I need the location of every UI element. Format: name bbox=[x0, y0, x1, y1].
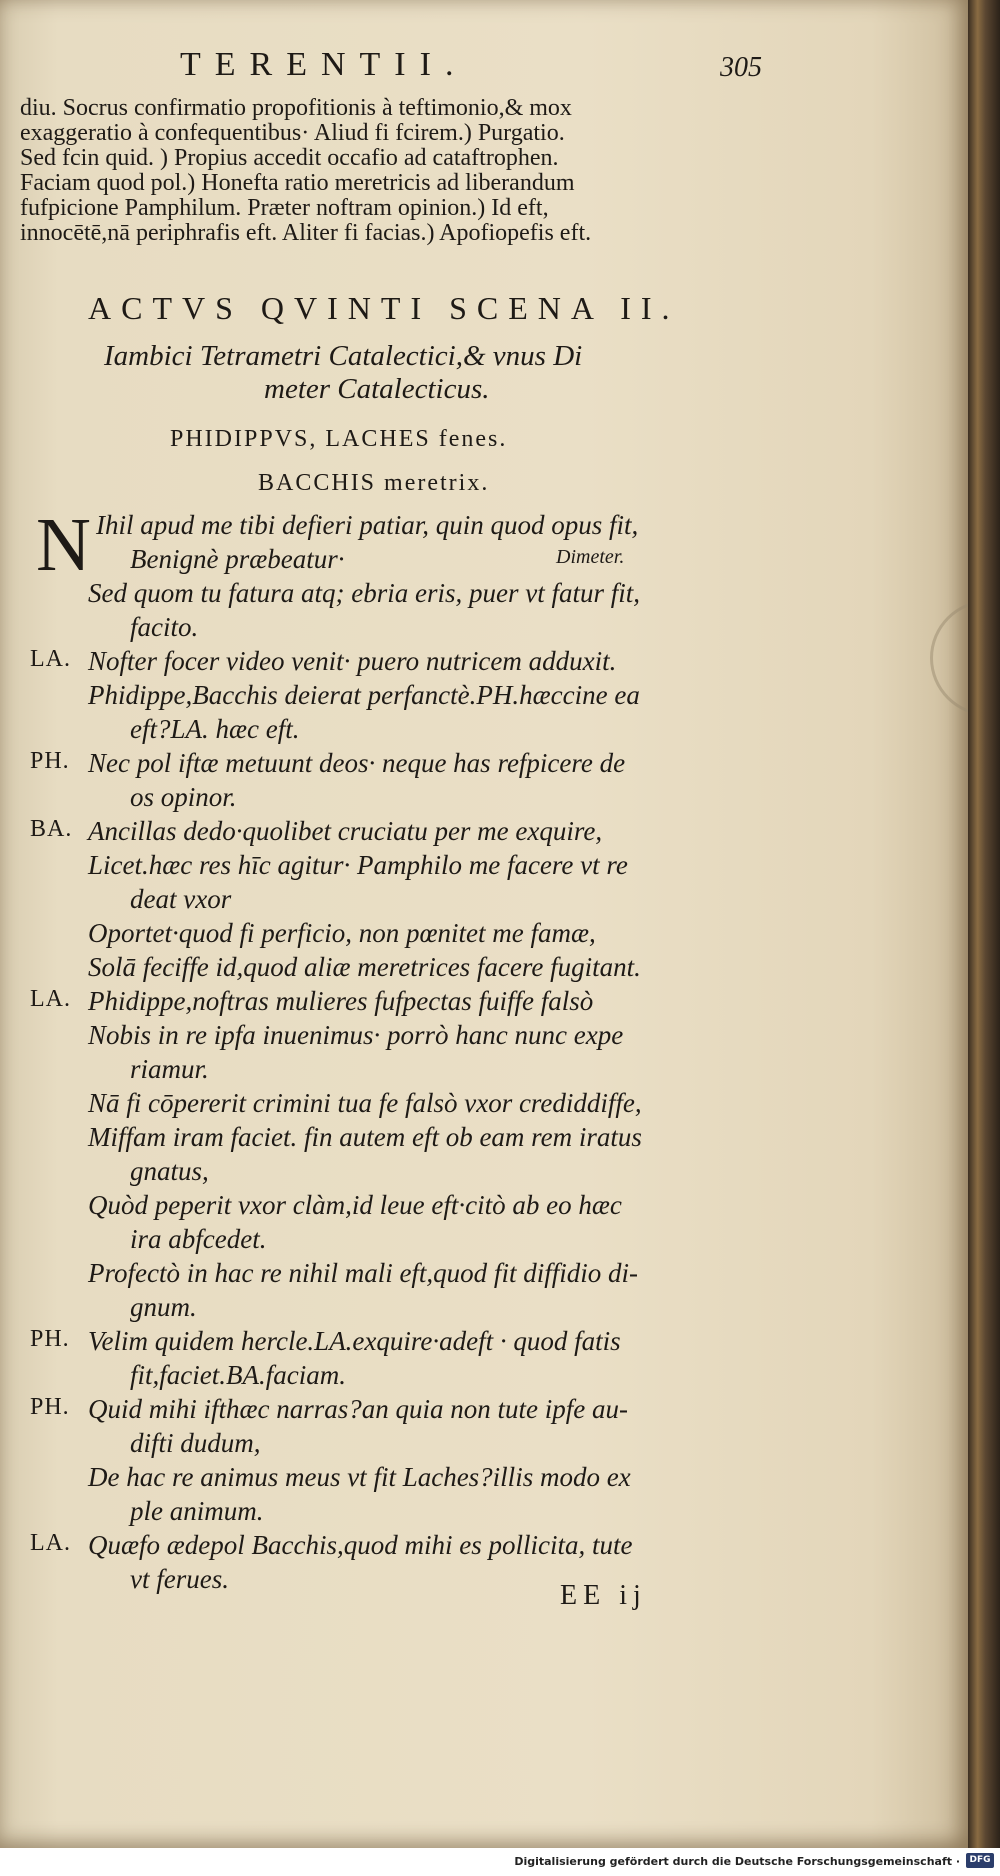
commentary-line: Sed fcin quid. ) Propius accedit occafio ad cataftrophen. bbox=[20, 146, 559, 171]
verse-line bbox=[0, 1020, 968, 1054]
verse-text: difti dudum, bbox=[130, 1428, 261, 1458]
commentary-line: innocētē,nā periphrafis eft. Aliter fi facias.) Apofiopefis eft. bbox=[20, 221, 592, 246]
verse-text: Solā feciffe id,quod aliæ meretrices facere fugitant. bbox=[88, 952, 641, 982]
verse-text: Sed quom tu fatura atq; ebria eris, puer vt fatur fit, bbox=[88, 578, 640, 608]
speaker-label: PH. bbox=[30, 1394, 70, 1420]
verse-line bbox=[0, 612, 968, 646]
verse-line bbox=[0, 1496, 968, 1530]
verse-line bbox=[0, 850, 968, 884]
verse-line bbox=[0, 646, 968, 680]
verse-text: os opinor. bbox=[130, 782, 237, 812]
verse-line bbox=[0, 1326, 968, 1360]
verse-line bbox=[0, 1394, 968, 1428]
verse-line bbox=[0, 680, 968, 714]
verse-line bbox=[0, 1530, 968, 1564]
verse-text: deat vxor bbox=[130, 884, 232, 914]
commentary-line: exaggeratio à confequentibus· Aliud fi fcirem.) Purgatio. bbox=[20, 121, 565, 146]
drop-capital: N bbox=[36, 503, 91, 587]
verse-text: gnum. bbox=[130, 1292, 197, 1322]
verse-text: Velim quidem hercle.LA.exquire·adeft · quod fatis bbox=[88, 1326, 621, 1356]
signature-mark: EE ij bbox=[560, 1580, 647, 1611]
verse-line bbox=[0, 1088, 968, 1122]
book-edge bbox=[968, 0, 1000, 1848]
verse-text: Ancillas dedo·quolibet cruciatu per me exquire, bbox=[88, 816, 603, 846]
verse-text: Quid mihi ifthæc narras?an quia non tute ipfe au- bbox=[88, 1394, 628, 1424]
commentary-line: diu. Socrus confirmatio propofitionis à teftimonio,& mox bbox=[20, 96, 572, 121]
verse-line bbox=[0, 1462, 968, 1496]
digitization-credit: Digitalisierung gefördert durch die Deutsche Forschungsgemeinschaft · bbox=[514, 1855, 960, 1868]
verse-text: Ihil apud me tibi defieri patiar, quin quod opus fit, bbox=[96, 510, 639, 540]
act-scene-heading: ACTVS QVINTI SCENA II. bbox=[88, 290, 680, 326]
speaker-label: LA. bbox=[30, 646, 71, 672]
verse-text: eft?LA. hæc eft. bbox=[130, 714, 300, 744]
verse-line bbox=[0, 1292, 968, 1326]
verse-line bbox=[0, 952, 968, 986]
verse-text: Nofter focer video venit· puero nutricem adduxit. bbox=[88, 646, 617, 676]
meter-description bbox=[104, 340, 744, 406]
verse-text: gnatus, bbox=[130, 1156, 209, 1186]
verse-text: Phidippe,Bacchis deierat perfanctè.PH.hæccine ea bbox=[88, 680, 640, 710]
verse-line bbox=[0, 986, 968, 1020]
speaker-label: LA. bbox=[30, 1530, 71, 1556]
verse-text: Benignè præbeatur· bbox=[130, 544, 345, 574]
verse-text: De hac re animus meus vt fit Laches?illis modo ex bbox=[88, 1462, 631, 1492]
speaker-label: BA. bbox=[30, 816, 73, 842]
verse-line bbox=[0, 1156, 968, 1190]
verse-line bbox=[0, 1258, 968, 1292]
verse-line bbox=[0, 1224, 968, 1258]
commentary-line: fufpicione Pamphilum. Præter noftram opinion.) Id eft, bbox=[20, 196, 549, 221]
commentary-block bbox=[20, 96, 820, 246]
verse-line bbox=[0, 714, 968, 748]
verse-block bbox=[0, 503, 968, 1598]
verse-line bbox=[0, 1122, 968, 1156]
verse-text: Licet.hæc res hīc agitur· Pamphilo me facere vt re bbox=[88, 850, 628, 880]
dramatis-personae-line: BACCHIS meretrix. bbox=[258, 470, 490, 496]
page-number: 305 bbox=[720, 52, 762, 83]
verse-line bbox=[0, 578, 968, 612]
verse-text: Miffam iram faciet. fin autem eft ob eam rem iratus bbox=[88, 1122, 642, 1152]
verse-line bbox=[0, 884, 968, 918]
verse-text: Nobis in re ipfa inuenimus· porrò hanc nunc expe bbox=[88, 1020, 624, 1050]
verse-text: vt ferues. bbox=[130, 1564, 229, 1594]
verse-text: Nec pol iftæ metuunt deos· neque has refpicere de bbox=[88, 748, 626, 778]
verse-line bbox=[0, 748, 968, 782]
speaker-label: LA. bbox=[30, 986, 71, 1012]
verse-text: Quæfo ædepol Bacchis,quod mihi es pollicita, tute bbox=[88, 1530, 633, 1560]
running-title: TERENTII. bbox=[180, 46, 468, 83]
verse-line bbox=[0, 782, 968, 816]
verse-line bbox=[0, 1360, 968, 1394]
verse-text: Quòd peperit vxor clàm,id leue eft·citò ab eo hæc bbox=[88, 1190, 622, 1220]
verse-line bbox=[0, 918, 968, 952]
commentary-line: Faciam quod pol.) Honefta ratio meretricis ad liberandum bbox=[20, 171, 575, 196]
verse-text: Profectò in hac re nihil mali eft,quod fit diffidio di- bbox=[88, 1258, 638, 1288]
verse-line bbox=[0, 1054, 968, 1088]
speaker-label: PH. bbox=[30, 1326, 70, 1352]
verse-line bbox=[0, 1428, 968, 1462]
verse-text: ira abfcedet. bbox=[130, 1224, 267, 1254]
verse-line bbox=[0, 544, 968, 578]
meter-line: Iambici Tetrametri Catalectici,& vnus Di bbox=[104, 340, 583, 372]
verse-text: riamur. bbox=[130, 1054, 209, 1084]
verse-text: fit,faciet.BA.faciam. bbox=[130, 1360, 346, 1390]
verse-text: ple animum. bbox=[130, 1496, 264, 1526]
dramatis-personae-line: PHIDIPPVS, LACHES fenes. bbox=[170, 426, 508, 452]
verse-text: Phidippe,noftras mulieres fufpectas fuiffe falsò bbox=[88, 986, 594, 1016]
verse-line bbox=[0, 1190, 968, 1224]
meter-note: Dimeter. bbox=[556, 546, 625, 568]
speaker-label: PH. bbox=[30, 748, 70, 774]
verse-line bbox=[0, 816, 968, 850]
verse-text: facito. bbox=[130, 612, 199, 642]
verse-line bbox=[0, 1564, 968, 1598]
verse-text: Oportet·quod fi perficio, non pœnitet me famæ, bbox=[88, 918, 596, 948]
meter-line: meter Catalecticus. bbox=[264, 373, 490, 405]
verse-text: Nā fi cōpererit crimini tua fe falsò vxor crediddiffe, bbox=[88, 1088, 642, 1118]
dfg-logo-icon: DFG bbox=[966, 1853, 994, 1868]
page-header bbox=[0, 46, 968, 86]
